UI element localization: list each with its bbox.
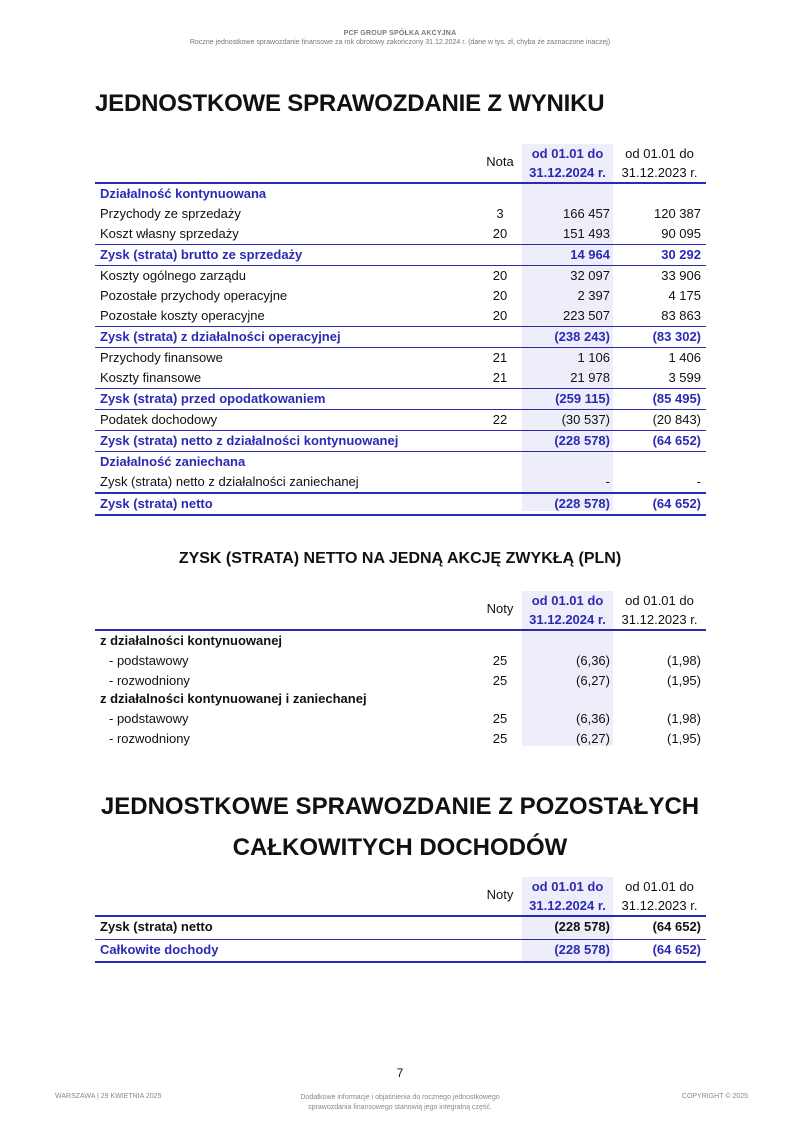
table-row: - rozwodniony 25 (6,27) (1,95) (109, 731, 701, 746)
footer-left: WARSZAWA | 29 KWIETNIA 2025 (55, 1093, 162, 1100)
table-row: Przychody finansowe 21 1 106 1 406 (100, 350, 701, 365)
table-row-subtotal: Zysk (strata) przed opodatkowaniem (259 115) (85 495) (100, 391, 701, 406)
table-row: Koszty finansowe 21 21 978 3 599 (100, 370, 701, 385)
divider (95, 514, 706, 516)
column-header-note: Noty (486, 601, 514, 616)
table-row: Zysk (strata) netto z działalności zaniechanej - - (100, 474, 701, 489)
table-row: - rozwodniony 25 (6,27) (1,95) (109, 673, 701, 688)
table-row: Pozostałe przychody operacyjne 20 2 397 4 175 (100, 288, 701, 303)
table-row: Działalność zaniechana (100, 454, 246, 469)
table-row-subtotal: Zysk (strata) z działalności operacyjnej (238 243) (83 302) (100, 329, 701, 344)
divider (95, 961, 706, 963)
column-header-previous: od 01.01 do 31.12.2023 r. (621, 879, 698, 913)
table-row-total: Zysk (strata) netto (228 578) (64 652) (100, 496, 701, 511)
column-header-note: Noty (486, 887, 514, 902)
page-header (0, 30, 800, 46)
eps-title: ZYSK (STRATA) NETTO NA JEDNĄ AKCJĘ ZWYKŁĄ (PLN) (178, 550, 622, 567)
table-header (95, 144, 706, 182)
footer-center: Dodatkowe informacje i objaśnienia do rocznego jednostkowego sprawozdania finansowego stanowią jego integralną część. (300, 1094, 500, 1111)
income-statement-title: JEDNOSTKOWE SPRAWOZDANIE Z WYNIKU (95, 90, 605, 117)
income-statement-table (95, 144, 706, 516)
table-row: - podstawowy 25 (6,36) (1,98) (109, 711, 701, 726)
table-row: - podstawowy 25 (6,36) (1,98) (109, 653, 701, 668)
eps-table (95, 591, 706, 749)
table-row: Koszt własny sprzedaży 20 151 493 90 095 (100, 226, 701, 241)
column-header-current: od 01.01 do 31.12.2024 r. (529, 146, 606, 180)
table-row: Podatek dochodowy 22 (30 537) (20 843) (100, 412, 701, 427)
table-header (95, 591, 706, 629)
column-header-previous: od 01.01 do 31.12.2023 r. (621, 146, 698, 180)
table-row: Zysk (strata) netto (228 578) (64 652) (100, 919, 701, 934)
table-row: Koszty ogólnego zarządu 20 32 097 33 906 (100, 268, 701, 283)
table-row-subtotal: Zysk (strata) netto z działalności kontynuowanej (228 578) (64 652) (100, 433, 701, 448)
oci-title: JEDNOSTKOWE SPRAWOZDANIE Z POZOSTAŁYCH CAŁKOWITYCH DOCHODÓW (100, 793, 700, 861)
column-header-current: od 01.01 do 31.12.2024 r. (529, 879, 606, 913)
table-header (95, 877, 706, 915)
table-row: Pozostałe koszty operacyjne 20 223 507 83 863 (100, 308, 701, 323)
column-header-current: od 01.01 do 31.12.2024 r. (529, 593, 606, 627)
table-row-subtotal: Zysk (strata) brutto ze sprzedaży 14 964 30 292 (100, 247, 701, 262)
oci-table (95, 877, 706, 963)
table-row: Działalność kontynuowana (100, 186, 267, 201)
table-row: Przychody ze sprzedaży 3 166 457 120 387 (100, 206, 701, 221)
company-name: PCF GROUP SPÓŁKA AKCYJNA (343, 30, 457, 37)
table-row: z działalności kontynuowanej (100, 633, 283, 648)
report-subtitle: Roczne jednostkowe sprawozdanie finansowe za rok obrotowy zakończony 31.12.2024 r. (dane w tys. zł, chyba że zaznaczone inaczej) (189, 39, 611, 46)
column-header-note: Nota (486, 154, 514, 169)
table-row-total: Całkowite dochody (228 578) (64 652) (100, 942, 701, 957)
footer-right: COPYRIGHT © 2025 (681, 1093, 748, 1100)
table-row: z działalności kontynuowanej i zaniechanej (100, 691, 367, 706)
column-header-previous: od 01.01 do 31.12.2023 r. (621, 593, 698, 627)
page-number: 7 (396, 1066, 404, 1080)
